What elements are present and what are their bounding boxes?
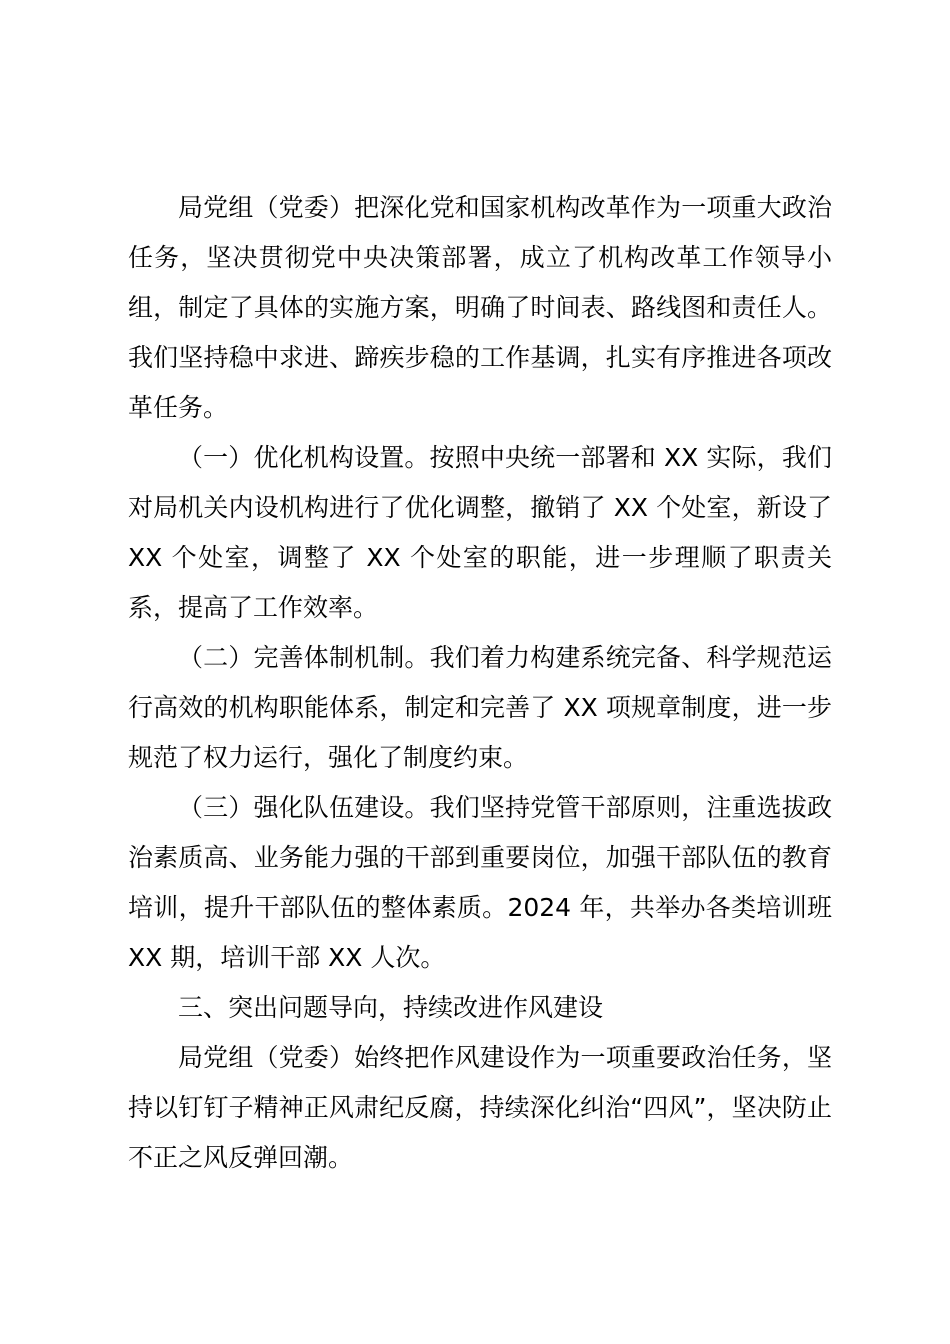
paragraph-intro: 局党组（党委）把深化党和国家机构改革作为一项重大政治任务，坚决贯彻党中央决策部署，成立了机构改革工作领导小组，制定了具体的实施方案，明确了时间表、路线图和责任人。我们坚持稳中求进、蹄疾步稳的工作基调，扎实有序推进各项改革任务。 <box>128 193 832 422</box>
document-body <box>128 183 832 1183</box>
paragraph-section-1: （一）优化机构设置。按照中央统一部署和 XX 实际，我们对局机关内设机构进行了优化调整，撤销了 XX 个处室，新设了 XX 个处室，调整了 XX 个处室的职能，进一步理顺了职责关系，提高了工作效率。 <box>128 443 832 622</box>
paragraph-conduct: 局党组（党委）始终把作风建设作为一项重要政治任务，坚持以钉钉子精神正风肃纪反腐，持续深化纠治“四风”，坚决防止不正之风反弹回潮。 <box>128 1043 832 1172</box>
section-heading-3: 三、突出问题导向，持续改进作风建设 <box>178 993 604 1022</box>
paragraph-section-3: （三）强化队伍建设。我们坚持党管干部原则，注重选拔政治素质高、业务能力强的干部到重要岗位，加强干部队伍的教育培训，提升干部队伍的整体素质。2024 年，共举办各类培训班 XX 期，培训干部 XX 人次。 <box>128 793 832 972</box>
paragraph-section-2: （二）完善体制机制。我们着力构建系统完备、科学规范运行高效的机构职能体系，制定和完善了 XX 项规章制度，进一步规范了权力运行，强化了制度约束。 <box>128 643 832 772</box>
